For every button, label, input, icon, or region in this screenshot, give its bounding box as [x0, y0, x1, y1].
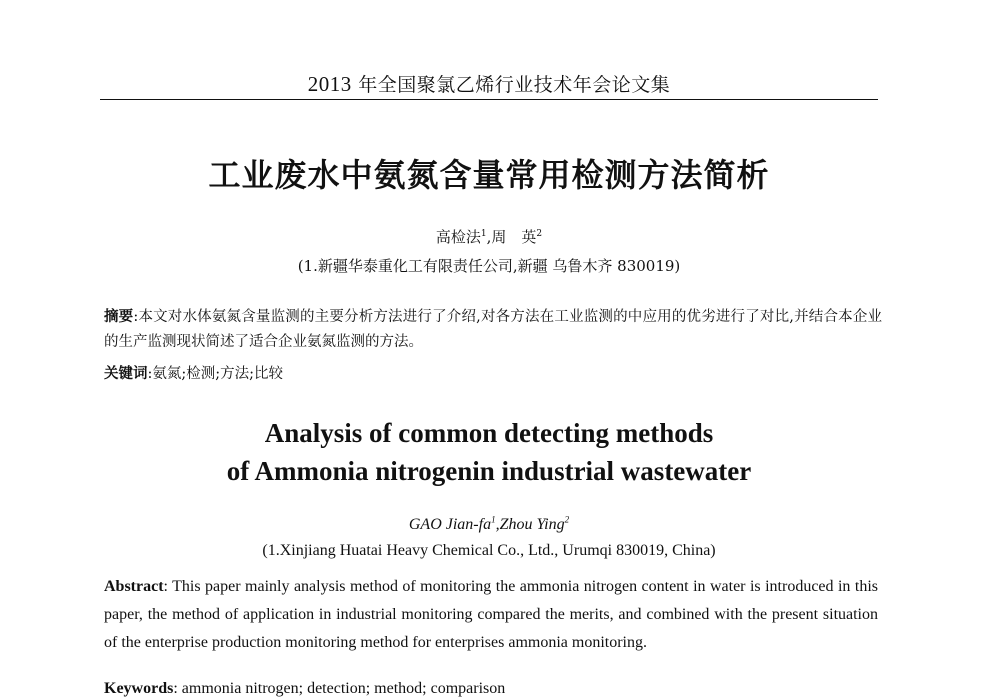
en-affiliation: (1.Xinjiang Huatai Heavy Chemical Co., Ltd., Urumqi 830019, China)	[262, 542, 716, 559]
en-keywords-text: : ammonia nitrogen; detection; method; comparison	[173, 680, 506, 697]
en-abstract-text: : This paper mainly analysis method of monitoring the ammonia nitrogen content in water is introduced in this paper, the method of application in industrial monitoring compared the merits, and combined with the present situation of the enterprise production monitoring method for enterprises ammonia monitoring.	[104, 578, 878, 651]
cn-abstract-label: 摘要	[104, 309, 134, 325]
cn-authors	[100, 226, 878, 247]
cn-keywords-text: :氨氮;检测;方法;比较	[147, 366, 284, 382]
cn-author-separator: ,	[486, 228, 492, 246]
cn-author-2-mark: 2	[536, 229, 543, 239]
en-keywords	[104, 680, 878, 698]
cn-author-2: 周 英	[491, 228, 537, 246]
en-abstract-label: Abstract	[104, 578, 164, 595]
cn-author-1: 高检法	[435, 228, 481, 246]
en-authors	[100, 516, 878, 534]
cn-keywords	[104, 362, 882, 383]
en-title	[100, 414, 878, 490]
en-author-2-mark: 2	[564, 514, 570, 525]
cn-author-1-mark: 1	[480, 229, 487, 239]
en-keywords-label: Keywords	[104, 680, 174, 697]
cn-abstract	[104, 305, 882, 355]
cn-title: 工业废水中氨氮含量常用检测方法简析	[208, 156, 770, 194]
en-author-1-mark: 1	[491, 514, 496, 525]
cn-abstract-text: :本文对水体氨氮含量监测的主要分析方法进行了介绍,对各方法在工业监测的中应用的优劣进行了对比,并结合本企业的生产监测现状简述了适合企业氨氮监测的方法。	[104, 309, 882, 350]
en-title-line-2: of Ammonia nitrogenin industrial wastewater	[226, 456, 752, 486]
cn-affiliation: (1.新疆华泰重化工有限责任公司,新疆 乌鲁木齐 830019)	[297, 257, 681, 275]
header-proceedings: 年全国聚氯乙烯行业技术年会论文集	[358, 74, 671, 96]
en-abstract	[104, 573, 878, 657]
header-rule	[100, 99, 878, 100]
en-author-2: Zhou Ying	[499, 516, 565, 533]
en-author-1: GAO Jian-fa	[408, 516, 492, 533]
running-header	[100, 70, 878, 97]
en-author-separator: ,	[495, 516, 500, 533]
header-year: 2013	[307, 72, 352, 96]
en-title-line-1: Analysis of common detecting methods	[264, 418, 714, 448]
cn-keywords-label: 关键词	[104, 366, 148, 382]
